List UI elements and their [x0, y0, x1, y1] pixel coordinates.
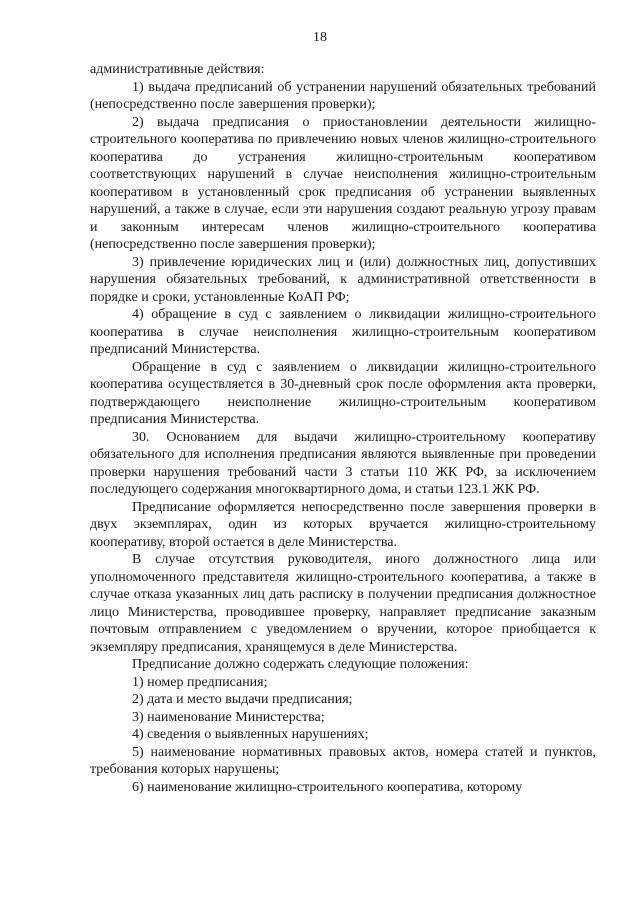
paragraph: административные действия: [90, 62, 265, 77]
list-item: 1) выдача предписаний об устранении нарушений обязательных требований (непосредственно после завершения проверки); [90, 79, 596, 112]
list-item: 6) наименование жилищно-строительного кооператива, которому [132, 779, 523, 795]
list-item: 1) номер предписания; [132, 674, 268, 690]
paragraph: Обращение в суд с заявлением о ликвидации жилищно-строительного кооператива осуществляется в 30-дневный срок после оформления акта проверки, подтверждающего неисполнение жилищно-строительным кооперативом предписания Министерства. [90, 359, 596, 427]
body-text [90, 61, 596, 796]
list-item: 3) привлечение юридических лиц и (или) должностных лиц, допустивших нарушения обязательных требований, к административной ответственности в порядке и сроки, установленные КоАП РФ; [90, 254, 596, 305]
list-item: 5) наименование нормативных правовых актов, номера статей и пунктов, требования которых нарушены; [90, 744, 596, 777]
paragraph: Предписание должно содержать следующие положения: [132, 657, 469, 672]
list-item: 2) выдача предписания о приостановлении деятельности жилищно-строительного кооператива по привлечению новых членов жилищно-строительного кооператива до устранения жилищно-строительным кооперативом соответствующих нарушений в случае неисполнения жилищно-строительным кооперативом в установленный срок предписания об устранении выявленных нарушений, а также в случае, если эти нарушения создают реальную угрозу правам и законным интересам членов жилищно-строительного кооператива (непосредственно после завершения проверки); [90, 114, 596, 252]
list-item: 3) наименование Министерства; [132, 709, 325, 725]
paragraph: Предписание оформляется непосредственно после завершения проверки в двух экземплярах, один из которых вручается жилищно-строительному кооперативу, второй остается в деле Министерства. [90, 499, 596, 550]
list-item: 2) дата и место выдачи предписания; [132, 692, 353, 707]
paragraph: В случае отсутствия руководителя, иного должностного лица или уполномоченного представителя жилищно-строительного кооператива, а также в случае отказа указанных лиц дать расписку в получении предписания должностное лицо Министерства, проводившее проверку, направляет предписание заказным почтовым отправлением с уведомлением о вручении, которое приобщается к экземпляру предписания, хранящемуся в деле Министерства. [90, 552, 596, 655]
paragraph: 30. Основанием для выдачи жилищно-строительному кооперативу обязательного для исполнения предписания являются выявленные при проведении проверки нарушения требований части 3 статьи 110 ЖК РФ, за исключением последующего содержания многоквартирного дома, и статьи 123.1 ЖК РФ. [90, 429, 596, 497]
list-item: 4) обращение в суд с заявлением о ликвидации жилищно-строительного кооператива в случае неисполнения жилищно-строительным кооперативом предписаний Министерства. [90, 307, 596, 357]
page-number: 18 [313, 30, 327, 45]
list-item: 4) сведения о выявленных нарушениях; [132, 727, 369, 742]
